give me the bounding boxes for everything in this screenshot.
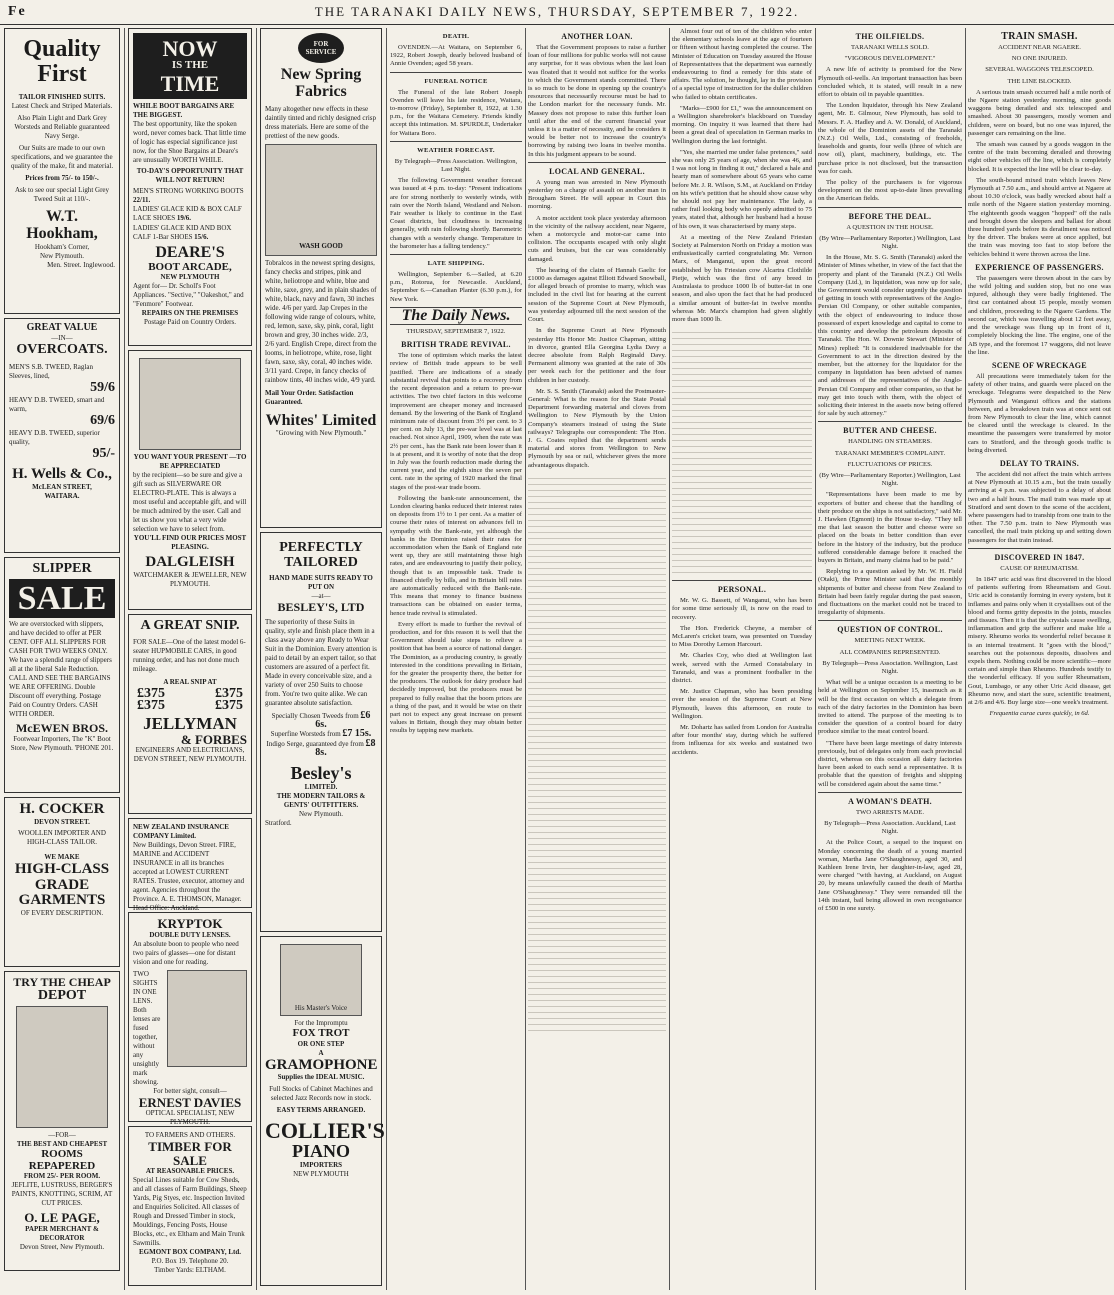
personal-paragraph: Mr. Charles Coy, who died at Wellington last week, served with the Armed Constabulary in Taranaki, and was a prominent footballer in the district.: [672, 652, 812, 684]
personal-paragraph: Mr. Dohartz has sailed from London for Australia after four months' stay, during which he suffered from influenza for six weeks and sustained two accidents.: [672, 723, 812, 756]
snip-price-row-2: £375 £375: [137, 697, 243, 713]
control-sub2: ALL COMPANIES REPRESENTED.: [839, 648, 941, 656]
editorial-paragraph: The tone of optimism which marks the latest review of British trade appears to be well justified. There are indications of a steady substantial revival that points to a recovery from the recent depression and a return to pre-war activities. The two chief factors in this welcome improvement are cheaper money and increased demand. By the lowering of the Bank of England minimum rate of discount from 3½ per cent. to 3 per cent. on July 13, the pre-war level was at last reached. Not since April, 1909, when the rate was 2½ per cent., has the Bank rate been lower than it is at present, and it is worthy of note that the drop in July was the fourth reduction made during the current year, and the eighth since the seven per cent. rate in the spring of 1920 marked the final stages of the post-war trade boom.: [390, 352, 522, 491]
control-byline: By Telegraph—Press Association. Wellington, Last Night.: [822, 659, 958, 675]
continued-text: [528, 473, 666, 1033]
womans-sub: TWO ARRESTS MADE.: [856, 808, 924, 816]
kryptok-side: TWO SIGHTS IN ONE LENS. Both lenses are fused together, without any unsightly mark showing.: [133, 969, 161, 1086]
gramophone-l5: GRAMOPHONE: [265, 1056, 378, 1073]
continued-text: [672, 327, 812, 577]
quality-shop: W.T. Hookham,: [26, 208, 98, 243]
quality-body3: Our Suits are made to our own specifications, and we guarantee the quality of the make, fit and material.: [10, 144, 114, 171]
wash-goods-illustration: [265, 144, 377, 256]
death-body: OVENDEN.—At Waitara, on September 6, 1922, Robert Joseph, dearly beloved husband of Annie Ovenden; aged 58 years.: [390, 44, 522, 68]
now-item-1: LADIES' GLACE KID & BOX CALF LACE SHOES 19/6.: [133, 205, 242, 223]
delay-heading: DELAY TO TRAINS.: [999, 458, 1080, 468]
column-news: [818, 28, 962, 1290]
cocker-l4: GARMENTS: [18, 892, 106, 909]
depot-trade: PAPER MERCHANT & DECORATOR: [25, 1225, 99, 1243]
besleys-shop: Besley's: [290, 762, 352, 783]
now-shop2: BOOT ARCADE,: [148, 260, 232, 273]
besleys-l2: TAILORED: [284, 554, 358, 570]
gramophone-l6: Supplies the IDEAL MUSIC.: [277, 1073, 365, 1082]
local-paragraph: A young man was arrested in New Plymouth yesterday on a charge of assault on another man in Brougham Street. He will appear in Court this morning.: [528, 178, 666, 211]
ad-besleys: [260, 532, 382, 932]
column-local: [528, 28, 666, 1290]
column-rule: [669, 28, 670, 1290]
control-heading: QUESTION OF CONTROL.: [837, 625, 943, 635]
education-paragraph: Almost four out of ten of the children who enter the elementary schools leave at the age of fourteen or fifteen without having completed the course. The Minister of Education on Tuesday assured the House of Representatives that the department was earnestly endeavouring to find a remedy for this state of affairs. The solution, he thought, lay in the provision of a special type of instruction for the duller children who failed to obtain certificates.: [672, 28, 812, 101]
oilfields-sub2: "VIGOROUS DEVELOPMENT.": [844, 55, 936, 63]
masthead-title: THE TARANAKI DAILY NEWS, THURSDAY, SEPTEMBER 7, 1922.: [314, 4, 800, 19]
gramophone-shop: COLLIER'S: [265, 1118, 385, 1144]
column-rule: [525, 28, 526, 1290]
gramophone-shop2: PIANO: [292, 1141, 350, 1162]
cocker-trade: WOOLLEN IMPORTER AND HIGH-CLASS TAILOR.: [18, 828, 106, 846]
quality-body4: Ask to see our special Light Grey Tweed Suit at 110/-.: [14, 186, 110, 204]
discovered-heading: DISCOVERED IN 1847.: [994, 552, 1085, 562]
butter-heading: BUTTER AND CHEESE.: [843, 426, 937, 436]
now-item-2: LADIES' GLACE KID AND BOX CALF 1-Bar SHOES 15/6.: [133, 223, 232, 241]
death-heading: DEATH.: [442, 33, 470, 40]
ad-spring-fabrics: [260, 28, 382, 528]
shipping-heading: LATE SHIPPING.: [427, 260, 485, 268]
snip-price-row-1: £375 £375: [137, 685, 243, 701]
local-heading: LOCAL AND GENERAL.: [549, 166, 645, 176]
quality-body2: Also Plain Light and Dark Grey Worsteds and Reliable guaranteed Navy Serge.: [14, 114, 110, 141]
column-train-smash: [968, 28, 1111, 1290]
for-service-badge: FOR SERVICE: [298, 33, 344, 63]
ad-cocker: [4, 797, 120, 967]
cocker-l1: WE MAKE: [44, 852, 80, 861]
slipper-addr: Footwear Importers, The "K" Boot Store, New Plymouth. 'PHONE 201.: [10, 734, 114, 752]
timber-l1: TO FARMERS AND OTHERS.: [144, 1131, 236, 1139]
silverware-shop: DALGLEISH: [145, 554, 235, 570]
ad-slipper-sale: [4, 557, 120, 793]
kryptok-sub: DOUBLE DUTY LENSES.: [149, 930, 231, 939]
education-paragraph: At a meeting of the New Zealand Friesian Society at Palmerston North on Friday a motion was enthusiastically carried congratulating Mr. Vernon Marx, of Manganui, upon the great record established by his Friesian cow Alcartra Clothilde Pietje, which was the first of any breed in Australasia to produce 1000 lb of butter-fat in one season, and also upon the fact that he had produced a similar amount of butter-fat in twelve months whereas Mr. Marx's champion had given slightly more than 1000 lb.: [672, 233, 812, 323]
overcoats-l3: OVERCOATS.: [16, 341, 108, 357]
kryptok-heading: KRYPTOK: [157, 916, 223, 931]
kryptok-body: An absolute boon to people who need two pairs of glasses—one for distant vision and one for reading.: [133, 939, 239, 966]
column-rule: [386, 28, 387, 1290]
snip-addr: ENGINEERS AND ELECTRICIANS, DEVON STREET, NEW PLYMOUTH.: [133, 746, 247, 764]
ad-timber: [128, 1126, 252, 1286]
depot-l3: —FOR—: [48, 1131, 76, 1140]
oilfields-sub: TARANAKI WELLS SOLD.: [851, 44, 929, 51]
gramophone-l8: EASY TERMS ARRANGED.: [276, 1106, 366, 1115]
ad-now-is-the-time: [128, 28, 252, 346]
snip-heading: A GREAT SNIP.: [140, 618, 240, 633]
now-heading: WHILE BOOT BARGAINS ARE THE BIGGEST.: [133, 101, 235, 119]
cocker-addr: DEVON STREET.: [34, 817, 90, 826]
ad-kryptok: [128, 912, 252, 1127]
slipper-body: We are overstocked with slippers, and have decided to offer at PER CENT. OFF ALL SLIPPERS FOR CASH FOR TWO WEEKS ONLY. We have a splendid range of slippers all at the liberal Sale Reduction. CALL AND SEE THE BARGAINS WE ARE OFFERING. Double Discount off everything. Postage Paid on Country Orders. CASH WITH ORDER.: [9, 620, 112, 719]
discovered-sub: CAUSE OF RHEUMATISM.: [1000, 564, 1079, 572]
fabrics-mail: Mail Your Order. Satisfaction Guaranteed.: [265, 388, 354, 406]
smash-sub4: THE LINE BLOCKED.: [1007, 77, 1072, 85]
now-body: The best opportunity, like the spoken word, never comes back. That little time of logic has especial significance just now, for the Shoe Bargains at Deare's are unusually WORTH WHILE.: [133, 119, 247, 164]
column-rule: [256, 28, 257, 1290]
gramophone-l3: OR ONE STEP: [297, 1039, 345, 1048]
gramophone-addr: NEW PLYMOUTH: [293, 1170, 349, 1179]
depot-shop: O. LE PAGE,: [24, 1210, 100, 1226]
wreckage-heading: SCENE OF WRECKAGE: [992, 360, 1087, 370]
discovered-body: In 1847 uric acid was first discovered in the blood of patients suffering from Rheumatism and Gout. Uric acid is constantly forming in every system, but it inflames and pains only when it crystallises out of the blood and forms gritty deposits in the joints, muscles and tissues. Then it is that the crystals cause swelling, inflammation and grip the sufferer and make life a misery. Rheumo works its wonderful relief because it is an internal treatment. It "goes with the blood," searches out the poisonous deposits, dissolves and expels them. Nothing could be more scientific—more certain and simple than Rheumo. Hundreds testify to the wonderful efficacy. If you suffer Rheumatism, Gout, Lumbago, or any other Uric Acid disease, get Rheumo now, and start the sure, scientific treatment, at 2/6 and 4/6. Buy large size—one week's treatment.: [968, 575, 1111, 707]
gramophone-shop3: IMPORTERS: [299, 1161, 343, 1170]
control-sub: MEETING NEXT WEEK.: [854, 637, 926, 645]
depot-l4: THE BEST AND CHEAPEST: [16, 1140, 108, 1149]
quality-heading: TAILOR FINISHED SUITS.: [18, 93, 106, 102]
kryptok-shop: ERNEST DAVIES: [138, 1094, 242, 1110]
education-paragraph: "Marks—£900 for £1," was the announcement on a Wellington sharebroker's blackboard on Tuesday morning. On inquiry it was learned that there had been a great deal of speculation in German marks in Wellington during the last fortnight.: [672, 104, 812, 145]
ad-overcoats: [4, 318, 120, 553]
silverware-illustration: [139, 358, 241, 450]
timber-addr: P.O. Box 19. Telephone 20.: [151, 1257, 229, 1266]
butter-body2: Replying to a question asked by Mr. W. H. Field (Otaki), the Prime Minister said that the monthly shipments of butter and cheese from New Zealand to Britain had been fairly regular during the past season, and fluctuations on the market could not be traced to irregularity of shipments.: [818, 568, 962, 617]
depot-l5: ROOMS REPAPERED: [28, 1148, 96, 1172]
shipping-body: Wellington, September 6.—Sailed, at 6.20 p.m., Rotorua, for Newcastle. Auckland, September 6.—Canadian Planter (6.30 p.m.), for New York.: [390, 271, 522, 303]
ad-gramophone: [260, 936, 385, 1286]
weather-body: The following Government weather forecast was issued at 4 p.m. to-day: "Present indications are for strong northerly to westerly winds, with rain over the North Island, Westland and Nelson. Fair weather is likely to continue in the East Coast districts, but cloudiness is increasing generally, with rain following shortly. Barometric changes with a westerly change. Temperature in the barometer has a falling tendency.": [390, 177, 522, 250]
smash-paragraph: A serious train smash occurred half a mile north of the Ngaere station yesterday morning, nine goods waggons being derailed and six telescoped and smashed. About 30 passengers, mostly women and children, were on board, but no one was injured, the passenger cars remaining on the line.: [968, 88, 1111, 137]
ad-cheap-depot: [4, 971, 120, 1271]
slipper-shop: McEWEN BROS.: [15, 721, 108, 736]
oilfields-paragraph: A new life of activity is promised for the New Plymouth oil-wells. An important transaction has been concluded which, it is stated, will result in a new effort to obtain oil in payable quantities.: [818, 66, 962, 99]
overcoats-addr2: WAITARA.: [44, 492, 80, 500]
experience-heading: EXPERIENCE OF PASSENGERS.: [975, 262, 1104, 272]
column-rule: [965, 28, 966, 1290]
besleys-shop2: LIMITED.: [304, 782, 338, 791]
wreckage-body: All precautions were immediately taken for the safety of other trains, and guards were placed on the wreckage. Telegrams were despatched to the New Plymouth and Wanganui offices and the stations between, and a breakdown train was at once sent out from New Plymouth to clear the line, which cannot be cleared until the wreckage is cleared. In the meantime the passengers were transferred by motor cars to Stratford, and the through goods traffic is being diverted.: [968, 372, 1111, 454]
depot-l2: DEPOT: [37, 987, 87, 1003]
smash-sub3: SEVERAL WAGGONS TELESCOPED.: [985, 66, 1094, 74]
cocker-shop: H. COCKER: [19, 801, 105, 817]
deal-byline: (By Wire—Parliamentary Reporter.) Wellington, Last Night.: [819, 234, 961, 251]
womans-body: At the Police Court, a sequel to the inquest on Monday concerning the death of a young married woman, Martha Jane O'Shaughnessy, aged 30, and Kathleen Irene Irvin, her daughter-in-law, aged 28, were charged "with having, at Auckland, on August 20, by means unlawfully caused the death of Martha Jane O'Shaughnessy." They were remanded till the 14th instant, bail being allowed in own recognisance of £500 in one surety.: [818, 839, 962, 913]
gramophone-l4: A: [318, 1048, 324, 1057]
column-ads-3: [258, 28, 384, 1290]
cocker-l2: HIGH-CLASS: [14, 860, 110, 877]
insurance-heading: NEW ZEALAND INSURANCE COMPANY Limited.: [133, 823, 229, 840]
column-rule: [124, 28, 125, 1290]
local-paragraph: Mr. S. S. Smith (Taranaki) asked the Postmaster-General: What is the reason for the State Postal Department forwarding material and cloves from Wellington to New Plymouth by the Union Company's steamers instead of using the State railways? Telegraphs our correspondent: The Hon. J. G. Coates replied that the department sends material and stores from Wellington to New Plymouth by sea or rail, whichever gives the more advantageous dispatch.: [528, 387, 666, 469]
fabrics-body: Many altogether new effects in these daintily tinted and richly designed crisp dress materials. Here are some of the prettiest of the new goods.: [265, 104, 377, 140]
silverware-heading: YOU WANT YOUR PRESENT —TO BE APPRECIATED: [133, 453, 247, 470]
butter-sub3: FLUCTUATIONS OF PRICES.: [847, 460, 933, 468]
butter-byline: (By Wire—Parliamentary Reporter.) Wellington, Last Night.: [819, 471, 961, 488]
column-rule: [815, 28, 816, 1290]
column-ads-1: [2, 28, 122, 1290]
column-ads-2: [126, 28, 254, 1290]
timber-sub2: Timber Yards: ELTHAM.: [154, 1266, 226, 1275]
depot-l1: TRY THE CHEAP: [13, 975, 111, 989]
smash-heading: TRAIN SMASH.: [1001, 31, 1078, 42]
cocker-l5: OF EVERY DESCRIPTION.: [20, 909, 104, 917]
womans-byline: By Telegraph—Press Association. Auckland, Last Night.: [824, 820, 956, 836]
timber-body: Special Lines suitable for Cow Sheds, and all classes of Farm Buildings, Sheep Yards, Pig Styes, etc. Inspection Invited and Enquiries Solicited. All classes of Rough and Dressed Timber in stock, Mouldings, Fencing Posts, House Blocks, etc., ex Eltham and Main Trunk Sawmills.: [133, 1176, 247, 1248]
fabrics-items: Tobralcos in the newest spring designs, fancy checks and stripes, pink and white, heliotrope and white, blue and white, saxe, grey, and in plain shades of white, black, navy and fawn, 30 inches wide. 4/6 per yard. Jap Crepes in the following wide range of colours, white, red, lemon, saxe, sky, pink, coral, light brown and grey, 30 inches wide. 2/3, 2/6 yard. English Crepe, direct from the looms, in heliotrope, white, rose, light fawn, saxe, sky, coral, 40 inches wide. 3/11 yard. Crepe, in fancy checks of rainbow tints, 40 inches wide, 4/9 yard.: [265, 258, 377, 384]
besleys-addr2: Stratford.: [265, 818, 292, 827]
personal-paragraph: Mr. W. G. Bassett, of Wanganui, who has been for some time seriously ill, is now on the road to recovery.: [672, 597, 812, 621]
smash-paragraph: The smash was caused by a goods waggon in the centre of the train becoming derailed and throwing eight other vehicles off the line, which is completely blocked. It is expected the line will be clear to-day.: [968, 141, 1111, 173]
insurance-body: New Buildings, Devon Street. FIRE, MARINE and ACCIDENT INSURANCE in all its branches accepted at LOWEST CURRENT RATES. Trustee, executor, attorney and agent. Agencies throughout the Province. A. E. THOMSON, Manager. Head Office: Auckland.: [133, 841, 245, 912]
delay-body: The accident did not affect the train which arrives at New Plymouth at 10.15 a.m., but the train usually arriving at 4 p.m. was subjected to a delay of about two and a half hours. The mail train was made up at Stratford and sent down to the scene of the accident, where passengers had to tranship from one train to the other. The 7.50 p.m. train to New Plymouth was cancelled, the mail train picking up and setting down passengers for that train instead.: [968, 470, 1112, 544]
local-paragraph: A motor accident took place yesterday afternoon in the vicinity of the railway accident, near Ngaere, when a motorcycle and motor-car came into collision. The occupants escaped with only slight cuts and bruises, but the car was considerably damaged.: [528, 214, 666, 263]
ad-quality-first: [4, 28, 120, 314]
besleys-item-2: Indigo Serge, guaranteed dye from £8 8s.: [266, 737, 376, 758]
weather-heading: WEATHER FORECAST.: [417, 146, 495, 154]
depot-l7: JEFLITE, LUSTRUSS, BERGER'S PAINTS, KNOTTING, SCRIM, AT CUT PRICES.: [11, 1181, 113, 1208]
kryptok-addr: OPTICAL SPECIALIST, NEW PLYMOUTH.: [145, 1109, 235, 1127]
control-body: What will be a unique occasion is a meeting to be held at Wellington on September 15, inasmuch as it will be the first occasion on which a delegate from each of the dairy factories in the Dominion has been invited to attend. The purpose of the meeting is to consider the question of a control board for dairy produce similar to the meat control board.: [818, 679, 962, 736]
personal-heading: PERSONAL.: [717, 585, 767, 595]
snip-body: FOR SALE—One of the latest model 6-seater HUPMOBILE CARS, in good running order, and has not done much mileage.: [133, 637, 246, 673]
butter-sub2: TARANAKI MEMBER'S COMPLAINT.: [834, 449, 946, 457]
now-repairs: REPAIRS ON THE PREMISES: [141, 309, 239, 318]
besleys-item-0: Specially Chosen Tweeds from £6 6s.: [271, 709, 371, 731]
besleys-body: The superiority of these Suits in quality, style and finish place them in a class away above any Ready to Wear Suit in the Dominion. Every attention is paid to detail by an expert tailor, so that customers are assured of a perfect fit. Made in every conceivable size, and a variety of over 250 Suits to choose from. You're two quite alike. We can guarantee absolute satisfaction.: [265, 617, 377, 707]
deal-body: In the House, Mr. S. G. Smith (Taranaki) asked the Minister of Mines whether, in view of the fact that the property and plant of the Taranaki (N.Z.) Oil Wells Company (Ltd.), in liquidation, was now up for sale, the Government would consider urgently the question of getting in touch with representatives of the Anglo-Persian Oil Company, or other suitable companies, with the object of endeavouring to induce those possessed of expert knowledge and capital to come to this country and develop the petroleum deposits of Taranaki. The Hon. W. Downie Stewart (Minister of Mines) replied: "It is considered inadvisable for the Government to act in the direction desired by the member, but the attorney for the liquidator for the company in liquidation has been advised of names and addresses of the representatives of the Anglo-Persian Oil Company and other companies, so that he may get into touch with them, with the object of soliciting their interest in the assets now being offered for sale by such attorney.": [818, 254, 962, 418]
besleys-item-1: Superfine Worsteds from £7 15s.: [270, 728, 372, 740]
now-banner: NOW IS THE TIME: [133, 33, 247, 99]
besleys-trade: THE MODERN TAILORS & GENTS' OUTFITTERS.: [276, 791, 366, 809]
paper-nameplate: The Daily News.: [401, 306, 511, 324]
house-illustration: [16, 1006, 108, 1128]
deal-heading: BEFORE THE DEAL.: [848, 211, 932, 221]
silverware-addr: WATCHMAKER & JEWELLER, NEW PLYMOUTH.: [133, 570, 247, 588]
hmv-caption: His Master's Voice: [294, 1004, 348, 1012]
ad-great-snip: [128, 614, 252, 814]
silverware-body: by the recipient—so be sure and give a gift such as SILVERWARE OR ELECTRO-PLATE. This is always a most useful and acceptable gift, and will be much admired by the user. Call and let us show you what a very wide selection we have to select from.: [133, 471, 247, 533]
gramophone-l7: Full Stocks of Cabinet Machines and selected Jazz Records now in stock.: [269, 1085, 373, 1103]
depot-l6: FROM 25/- PER ROOM.: [23, 1172, 101, 1181]
weather-byline: By Telegraph—Press Association. Wellington, Last Night.: [394, 157, 518, 174]
overcoats-shop: H. Wells & Co.,: [12, 466, 112, 483]
local-paragraph: In the Supreme Court at New Plymouth yesterday His Honor Mr. Justice Chapman, sitting in divorce, granted Ella Georgina Lydia Davy a decree absolute from Ralph Reginald Davy. Permanent alimony was granted at the rate of 30s per week each for the petitioner and the four children in her custody.: [528, 327, 666, 384]
timber-sub: AT REASONABLE PRICES.: [145, 1167, 235, 1176]
masthead-logo: Fe: [8, 4, 27, 19]
his-masters-voice-illustration: [280, 944, 362, 1016]
editorial-paragraph: Every effort is made to further the revival of production, and for this reason it is well that the Government should take steps to relieve a position that has been a source of national danger. The Dominion, as a producing country, is greatly interested in the conditions prevailing in Britain, for the greater the prosperity there, the better for the producers. The outlook for dairy produce had decidedly improved, but the producers must be prepared to fully realise that the boom prices are a thing of the past, and it would be wise on their part not to expect any great increase on present values in Britain, though they may obtain better results by tapping new markets.: [390, 620, 522, 735]
now-postage: Postage Paid on Country Orders.: [144, 318, 236, 327]
quality-line2: First: [37, 61, 87, 88]
editorial-paragraph: Following the bank-rate announcement, the London clearing banks reduced their interest rates on deposits from 1½ to 1 per cent. As a matter of course their rates of interest on advances fell in sympathy with the Bank-rate, yet although the banks in the Dominion raised their rates for accommodation when the Bank of England rate went up, they are still maintaining those high rates, and are endeavouring to justify their policy, though that is an impossible task. Trade is financed chiefly by bills, and in Britain bill rates are automatically reduced with the Bank-rate. This means that money to finance business transactions can be obtained on easier terms, hence trade revival is stimulated.: [390, 494, 522, 617]
overcoats-l2: —IN—: [51, 333, 73, 342]
wash-goods-label: WASH GOOD: [299, 241, 343, 250]
overcoats-item-1: HEAVY D.B. TWEED, smart and warm, 69/6: [9, 395, 115, 428]
oilfields-paragraph: The policy of the purchasers is for vigorous development on the most up-to-date lines prevailing on the American fields.: [818, 179, 962, 203]
kryptok-figure-row: [133, 970, 247, 1087]
slipper-l1: SLIPPER: [32, 561, 92, 576]
oilfields-heading: THE OILFIELDS.: [855, 32, 925, 41]
smash-sub: ACCIDENT NEAR NGAERE.: [998, 44, 1081, 51]
butter-sub: HANDLING ON STEAMERS.: [848, 438, 932, 446]
depot-addr: Devon Street, New Plymouth.: [19, 1243, 105, 1252]
besleys-l5: BESLEY'S, LTD: [277, 600, 365, 615]
experience-body: The passengers were thrown about in the cars by the wild jolting and sudden stop, but no one was injured, although they were badly frightened. The first car contained about 15 people, mostly women and children, proceeding to the Ngaere Gardens. The second car, which was travelling about 12 feet away, and the wreckage was flung up in front of it, completely blocking the line. The engine, one of the AB type, and the foremost 17 waggons, did not leave the line.: [968, 274, 1111, 356]
smash-paragraph: The south-bound mixed train which leaves New Plymouth at 7.50 a.m., and should arrive at Ngaere at about 10.30 o'clock, was badly wrecked about half a mile north of the Ngaere station yesterday morning. The eighteenth goods waggon "hopped" off the rails and brought down the sleepers and ballast for about three hundred yards before its derailment was noticed by the driver. The brakes were at once applied, but the train was moving too fast to stop before the vehicles behind it were thrown across the line.: [968, 176, 1111, 258]
now-addr: NEW PLYMOUTH: [160, 273, 220, 282]
snip-shop2: & FORBES: [180, 731, 247, 747]
column-general: [672, 28, 812, 1290]
loan-heading: ANOTHER LOAN.: [561, 32, 633, 41]
page-masthead: [0, 0, 1114, 25]
personal-paragraph: Mr. Justice Chapman, who has been presiding over the session of the Supreme Court at New Plymouth, leaves this afternoon, en route to Wellington.: [672, 688, 812, 720]
overcoats-addr1: McLEAN STREET,: [32, 483, 92, 491]
discovered-footer: Frequentia curae cures quickly, in 6d.: [989, 710, 1090, 718]
quality-prices: Prices from 75/- to 150/-.: [25, 174, 99, 183]
editorial-heading: BRITISH TRADE REVIVAL.: [401, 340, 511, 350]
fabrics-slogan: "Growing with New Plymouth.": [275, 429, 367, 438]
quality-tag: Men. Street. Inglewood.: [47, 260, 115, 269]
slipper-l2: SALE: [9, 579, 115, 619]
ad-nz-insurance: [128, 818, 252, 912]
deal-sub: A QUESTION IN THE HOUSE.: [846, 223, 934, 231]
local-paragraph: The hearing of the claim of Hannah Gaelic for £1000 as damages against Elliott Edward Snowball, for alleged breach of promise to marry, which was included in the civil list for hearing at the current session of the Supreme Court at New Plymouth, was yesterday adjourned till the next session of the Court.: [528, 266, 666, 324]
editorial-dateline: THURSDAY, SEPTEMBER 7, 1922.: [406, 328, 506, 336]
funeral-body: The Funeral of the late Robert Joseph Ovenden will leave his late residence, Waitara, to-morrow (Friday), September 8, 1922, at 1.30 p.m., for the Waitara Cemetery. Friends kindly accept this intimation. M. SPURDLE, Undertaker for Waitara Boro.: [390, 88, 522, 137]
quality-line1: Quality: [23, 36, 101, 62]
gramophone-l2: FOX TROT: [292, 1027, 350, 1039]
education-paragraph: "Yes, she married me under false pretences," said she was only 25 years of age, when she was 46, and I was not long in finding it out," declared a hale and hearty man of somewhere about 65 years who came before Mr. J. R. Wilson, S.M., at Auckland on Friday on his wife's petition that he should show cause why he should not pay her maintenance. The lady, a rather frail looking body who openly admitted to 75 years, stated that, although her husband had a house of his own, it was characterised by many steps.: [672, 148, 812, 230]
oilfields-paragraph: The London liquidator, through his New Zealand agent, Mr. E. Gilmour, New Plymouth, has sold to Messrs. F. A. Hadley and A. W. Donald, of Auckland, the whole of the Dominion assets of the Taranaki (N.Z.) Oil Wells, Ltd., consisting of freeholds, leaseholds and grants, four wells (three of which are now oil), plant, machinery, buildings, etc. The purchase price is not disclosed, but the transaction was for cash.: [818, 102, 962, 175]
quality-addr1: Hookham's Corner,: [34, 242, 90, 251]
now-shop: DEARE'S: [155, 243, 225, 261]
timber-shop: EGMONT BOX COMPANY, Ltd.: [139, 1248, 241, 1257]
besleys-l4: —at—: [311, 592, 331, 601]
fabrics-shop: Whites' Limited: [265, 411, 377, 429]
gramophone-l1: For the Impromptu: [294, 1019, 348, 1027]
ad-silverware: [128, 350, 252, 610]
now-agents: Agent for— Dr. Scholl's Foot Appliances. "Sective," "Oakeshot," and "Fenmore" Footwear.: [133, 282, 244, 309]
overcoats-item-0: MEN'S S.B. TWEED, Raglan Sleeves, lined, 59/6: [9, 363, 115, 396]
funeral-heading: FUNERAL NOTICE: [424, 77, 488, 85]
personal-paragraph: The Hon. Frederick Cheyne, a member of McLaren's cricket team, was presented on Tuesday to Miss Dorothy Lemon Harcourt.: [672, 624, 812, 649]
snip-sub: A REAL SNIP AT: [163, 677, 217, 686]
besleys-l1: PERFECTLY: [279, 540, 363, 555]
overcoats-l1: GREAT VALUE: [26, 322, 98, 333]
overcoats-item-2: HEAVY D.B. TWEED, superior quality, 95/-: [9, 428, 115, 461]
cocker-l3: GRADE: [34, 876, 90, 893]
timber-heading: TIMBER FOR SALE: [148, 1139, 232, 1168]
quality-body1: Latest Check and Striped Materials.: [11, 102, 113, 111]
womans-heading: A WOMAN'S DEATH.: [848, 796, 932, 806]
fabrics-heading: New Spring Fabrics: [280, 66, 362, 100]
smash-sub2: NO ONE INJURED.: [1011, 55, 1068, 63]
silverware-sub: YOU'LL FIND OUR PRICES MOST PLEASING.: [133, 534, 247, 551]
kryptok-sub2: For better sight, consult—: [153, 1086, 227, 1095]
portrait-illustration: [167, 970, 247, 1067]
control-body2: "There have been large meetings of dairy interests previously, but of delegates only from each provincial district, whereas on this occasion all dairy factories have been asked to each send a representative. It is probable that the question of freights and shipping will be considered again about the same time.": [818, 739, 962, 788]
column-editorial: [390, 28, 522, 1290]
besleys-l3: HAND MADE SUITS READY TO PUT ON: [269, 574, 373, 592]
besleys-addr: New Plymouth.: [299, 809, 343, 818]
snip-shop: JELLYMAN: [143, 713, 237, 733]
loan-paragraph: That the Government proposes to raise a further loan of four millions for public works will not cause any surprise, for it was obvious when the last loan was floated that it would not suffice for the works to which the Government stands committed. There is so much to be done in opening up the country's resources that necessarily recourse must be had to the London market for the necessary funds. Mr. Massey does not propose to raise this further loan until after the end of the current financial year unless it is a matter of necessity, and he considers it would be better not to increase the country's borrowing by raising two loans in twelve months. In this his judgment appears to be sound.: [528, 44, 666, 158]
now-sub: TO-DAY'S OPPORTUNITY THAT WILL NOT RETURN!: [136, 166, 244, 184]
quality-addr2: New Plymouth.: [40, 251, 84, 260]
now-item-0: MEN'S STRONG WORKING BOOTS 22/11.: [133, 186, 244, 204]
butter-body: "Representations have been made to me by exporters of butter and cheese that the handling of their produce on the ships is not satisfactory," said Mr. J. Hawken (Egmont) in the House to-day. "They tell me that last season the butter and cheese were so placed on the boats in better condition than ever before in the history of the industry, but the produce suffered considerable damage before it reached the buyers in Britain, and many claims had to be paid.": [818, 491, 962, 564]
